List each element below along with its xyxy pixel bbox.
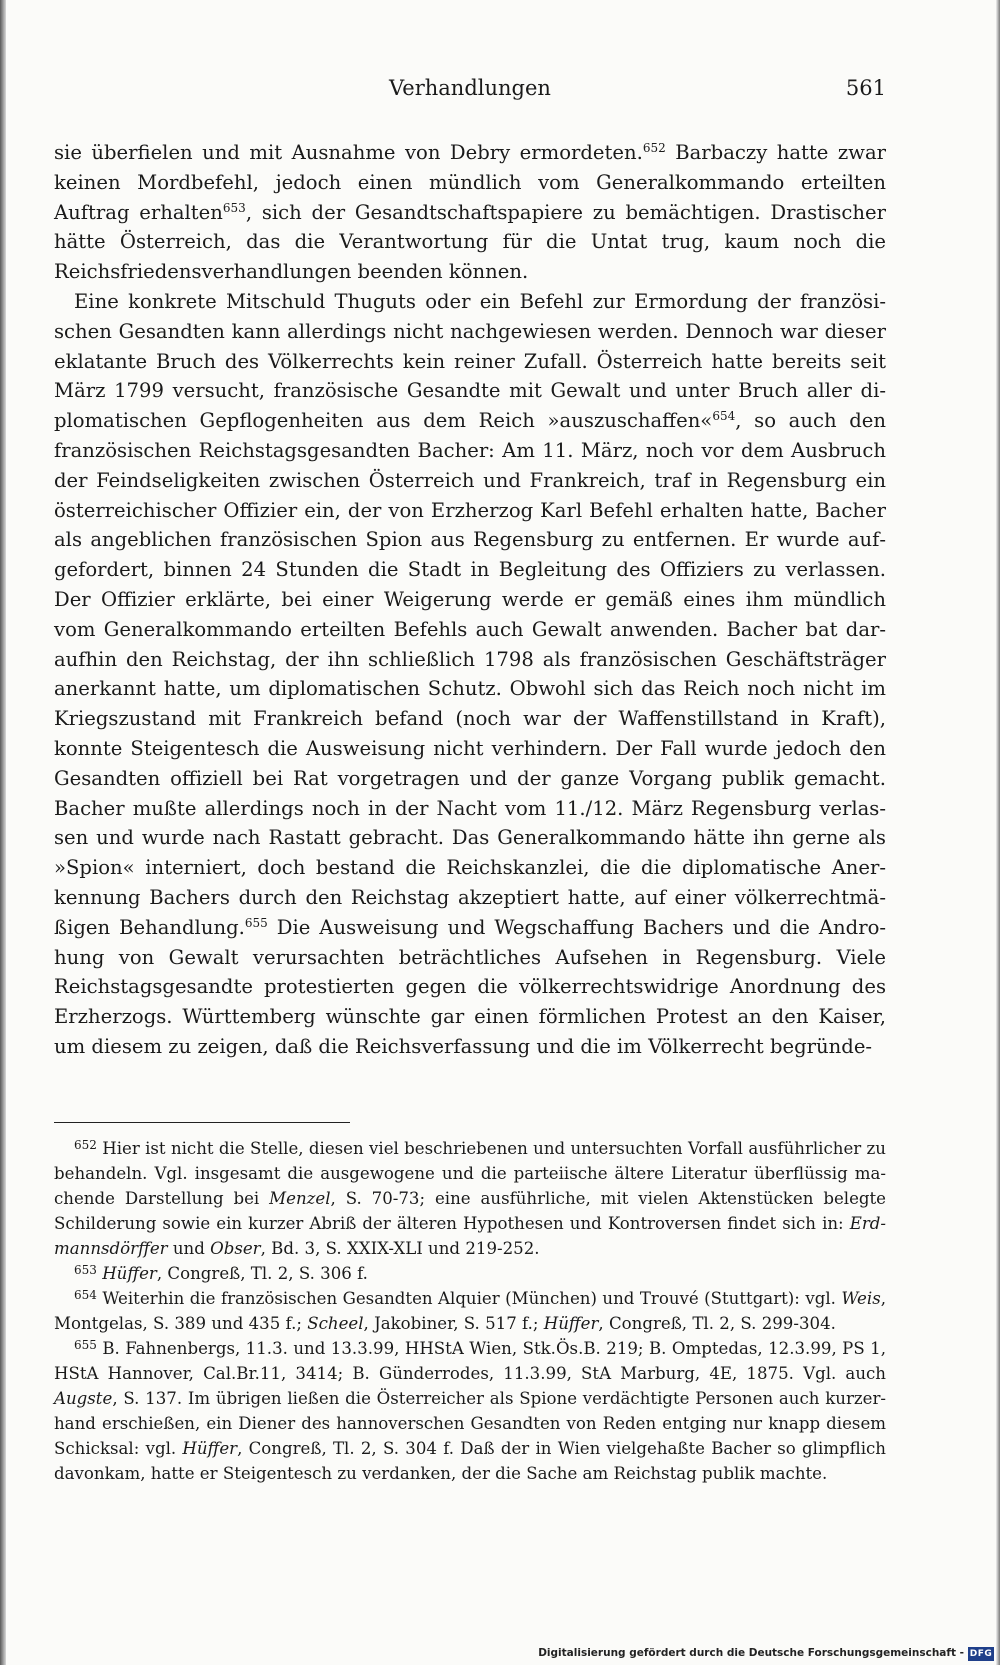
page-header [54, 76, 886, 112]
text-run: , Congreß, Tl. 2, S. 304 f. Daß der in Wien vielgehaßte Bacher so glimpflich davonkam, hatte er Steigentesch zu verdanken, der die Sache am Reichstag publik machte. [54, 1439, 886, 1483]
text-run: , S. 70-73; eine ausführliche, mit vielen Aktenstücken belegte Schilderung sowie ein kurzer Abriß der älteren Hypothesen und Kontroversen findet sich in: [54, 1189, 887, 1233]
footnotes [54, 1136, 886, 1486]
footnote-655 [54, 1336, 886, 1486]
text-run: Hier ist nicht die Stelle, diesen viel beschriebenen und untersuchten Vorfall ausführlicher zu behandeln. Vgl. insgesamt die ausgewogene und die parteiische ältere Literatur überflüssig machende Darstellung bei [54, 1139, 886, 1208]
text-run: , Congreß, Tl. 2, S. 299-304. [598, 1314, 836, 1333]
text-run: Barbaczy hatte zwar keinen Mordbefehl, jedoch einen mündlich vom Generalkommando erteilten Auftrag erhalten [54, 141, 886, 224]
author-name: Hüffer [543, 1314, 599, 1333]
author-name: Menzel [269, 1189, 331, 1208]
footnote-number: 652 [74, 1138, 97, 1152]
running-head: Verhandlungen [389, 76, 551, 100]
footnote-ref-653: 653 [222, 200, 246, 215]
page-number: 561 [845, 76, 886, 100]
footnote-ref-654: 654 [712, 409, 736, 424]
text-run: sie überfielen und mit Ausnahme von Debry ermordeten. [54, 141, 643, 164]
text-run: B. Fahnenbergs, 11.3. und 13.3.99, HHStA Wien, Stk.Ös.B. 219; B. Omptedas, 12.3.99, PS 1, HStA Hannover, Cal.Br.11, 3414; B. Günderrodes, 11.3.99, StA Marburg, 4E, 1875. Vgl. auch [54, 1339, 886, 1383]
text-run: , Montgelas, S. 389 und 435 f.; [54, 1289, 886, 1333]
paragraph-1 [54, 138, 886, 287]
text-run: Die Ausweisung und Wegschaffung Bachers und die Androhung von Gewalt verursachten beträchtliches Aufsehen in Regensburg. Viele Reichstagsgesandte protestierten gegen die völkerrechtswidrige Anordnung des Erzherzogs. Württemberg wünschte gar einen förmlichen Protest an den Kaiser, um diesem zu zeigen, daß die Reichsverfassung und die im Völkerrecht begründe- [54, 915, 886, 1058]
main-text [54, 138, 886, 1062]
text-run: , sich der Gesandtschaftspapiere zu bemächtigen. Drastischer hätte Österreich, das die Verantwortung für die Untat trug, kaum noch die Reichsfriedensverhandlungen beenden können. [54, 200, 886, 284]
footnote-654 [54, 1286, 886, 1336]
author-name: Hüffer [102, 1264, 157, 1283]
text-run: , so auch den französischen Reichstagsgesandten Bacher: Am 11. März, noch vor dem Ausbruch der Feindseligkeiten zwischen Österreich und Frankreich, traf in Regensburg ein österreichischer Offizier ein, der von Erzherzog Karl Befehl erhalten hatte, Bacher als angeblichen französischen Spion aus Regensburg zu entfernen. Er wurde aufgefordert, binnen 24 Stunden die Stadt in Begleitung des Offiziers zu verlassen. Der Offizier erklärte, bei einer Weigerung werde er gemäß eines ihm mündlich vom Generalkommando erteilten Befehls auch Gewalt anwenden. Bacher bat daraufhin den Reichstag, der ihn schließlich 1798 als französischen Geschäftsträger anerkannt hatte, um diplomatischen Schutz. Obwohl sich das Reich noch nicht im Kriegszustand mit Frankreich befand (noch war der Waffenstillstand in Kraft), konnte Steigentesch die Ausweisung nicht verhindern. Der Fall wurde jedoch den Gesandten offiziell bei Rat vorgetragen und der ganze Vorgang publik gemacht. Bacher mußte allerdings noch in der Nacht vom 11./12. März Regensburg verlassen und wurde nach Rastatt gebracht. Das Generalkommando hätte ihn gerne als »Spion« interniert, doch bestand die Reichskanzlei, die die diplomatische Anerkennung Bachers durch den Reichstag akzeptiert hatte, auf einer völkerrechtmäßigen Behandlung. [54, 409, 887, 939]
scan-left-edge [0, 0, 6, 1665]
author-name: Erdmannsdörffer [54, 1214, 886, 1258]
paragraph-2 [54, 287, 886, 1062]
scan-right-edge [996, 0, 1000, 1665]
footnote-separator [54, 1122, 350, 1123]
footnote-653 [54, 1261, 886, 1286]
text-run: Weiterhin die französischen Gesandten Alquier (München) und Trouvé (Stuttgart): vgl. [96, 1289, 842, 1308]
text-run: Eine konkrete Mitschuld Thuguts oder ein Befehl zur Ermordung der französischen Gesandten kann allerdings nicht nachgewiesen werden. Dennoch war dieser eklatante Bruch des Völkerrechts kein reiner Zufall. Österreich hatte bereits seit März 1799 versucht, französische Gesandte mit Gewalt und unter Bruch aller diplomatischen Gepflogenheiten aus dem Reich »auszuschaffen« [54, 289, 886, 433]
author-name: Hüffer [182, 1439, 238, 1458]
author-name: Obser [210, 1239, 261, 1258]
footnote-652 [54, 1136, 886, 1261]
footnote-number: 653 [74, 1263, 97, 1277]
text-run: , Bd. 3, S. XXIX-XLI und 219-252. [260, 1239, 540, 1258]
text-run: , Congreß, Tl. 2, S. 306 f. [156, 1264, 368, 1283]
text-run: , Jakobiner, S. 517 f.; [363, 1314, 544, 1333]
author-name: Augste [54, 1389, 113, 1408]
dfg-logo: DFG [969, 1649, 993, 1659]
footnote-ref-655: 655 [244, 915, 268, 930]
author-name: Weis [841, 1289, 881, 1308]
digitization-credit: Digitalisierung gefördert durch die Deutsche Forschungsgemeinschaft - [538, 1647, 964, 1659]
footnote-number: 655 [74, 1338, 97, 1352]
text-run: und [167, 1239, 211, 1258]
text-run: , S. 137. Im übrigen ließen die Österreicher als Spione verdächtigte Personen auch kurzerhand erschießen, ein Diener des hannoverschen Gesandten von Reden entging nur knapp diesem Schicksal: vgl. [54, 1389, 886, 1458]
footnote-ref-652: 652 [642, 141, 666, 155]
author-name: Scheel [307, 1314, 364, 1333]
footnote-number: 654 [74, 1288, 97, 1302]
